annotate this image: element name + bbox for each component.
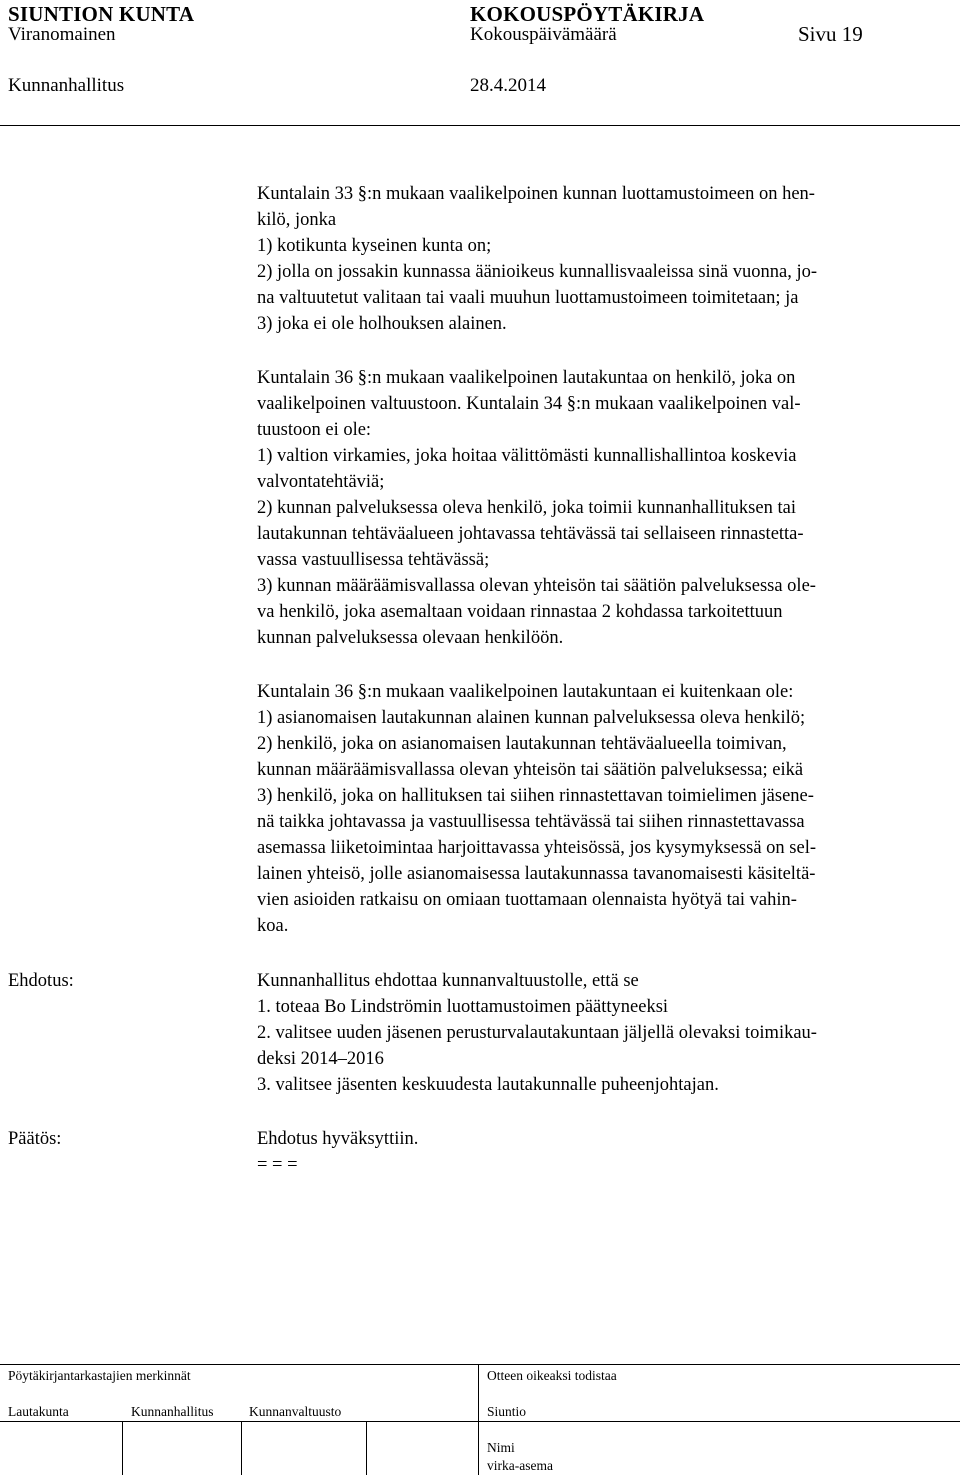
text-line: kilö, jonka	[257, 210, 337, 230]
text-line: 3) henkilö, joka on hallituksen tai siihen rinnastettavan toimielimen jäsene-	[257, 786, 814, 806]
text-line: 2) henkilö, joka on asianomaisen lautakunnan tehtäväalueella toimivan,	[257, 734, 787, 754]
text-line: 1. toteaa Bo Lindströmin luottamustoimen päättyneeksi	[257, 997, 669, 1017]
footer-column-divider	[366, 1421, 367, 1475]
text-line: na valtuutetut valitaan tai vaali muuhun luottamustoimeen toimitetaan; ja	[257, 288, 799, 308]
text-line: vien asioiden ratkaisu on omiaan tuottamaan olennaista hyötyä tai vahin-	[257, 890, 797, 910]
text-line: Kuntalain 36 §:n mukaan vaalikelpoinen lautakuntaan ei kuitenkaan ole:	[257, 682, 794, 702]
text-line: nä taikka johtavassa ja vastuullisessa tehtävässä tai siihen rinnastettavassa	[257, 812, 805, 832]
text-line: vassa vastuullisessa tehtävässä;	[257, 550, 490, 570]
text-line: asemassa liiketoimintaa harjoittavassa yhteisössä, jos kysymyksessä on sel-	[257, 838, 817, 858]
authority-name: Kunnanhallitus	[8, 75, 125, 96]
text-line: vaalikelpoinen valtuustoon. Kuntalain 34 §:n mukaan vaalikelpoinen val-	[257, 394, 801, 414]
footer-middle-divider	[0, 1421, 960, 1422]
footer-col-lautakunta: Lautakunta	[8, 1404, 69, 1419]
paragraph-eligibility-36-34	[257, 365, 937, 651]
paragraph-eligibility-33	[257, 181, 937, 337]
meeting-date-label: Kokouspäivämäärä	[470, 24, 617, 45]
footer-position-label: virka-asema	[487, 1458, 553, 1473]
reviewers-label: Pöytäkirjantarkastajien merkinnät	[8, 1368, 191, 1383]
footer-col-kunnanhallitus: Kunnanhallitus	[131, 1404, 214, 1419]
proposal-label: Ehdotus:	[8, 971, 74, 991]
text-line: tuustoon ei ole:	[257, 420, 372, 440]
text-line: kunnan palveluksessa olevaan henkilöön.	[257, 628, 564, 648]
text-line: deksi 2014–2016	[257, 1049, 384, 1069]
text-line: koa.	[257, 916, 289, 936]
certified-label: Otteen oikeaksi todistaa	[487, 1368, 617, 1383]
text-line: valvontatehtäviä;	[257, 472, 385, 492]
document-type: KOKOUSPÖYTÄKIRJA	[470, 2, 705, 26]
text-line: Ehdotus hyväksyttiin.	[257, 1129, 419, 1149]
text-line: kunnan määräämisvallassa olevan yhteisön tai säätiön palveluksessa; eikä	[257, 760, 804, 780]
text-line: 2) jolla on jossakin kunnassa äänioikeus kunnallisvaaleissa sinä vuonna, jo-	[257, 262, 818, 282]
text-line: lainen yhteisö, jolle asianomaisessa lautakunnassa tavanomaisesti käsiteltä-	[257, 864, 816, 884]
text-line: 3. valitsee jäsenten keskuudesta lautakunnalle puheenjohtajan.	[257, 1075, 719, 1095]
paragraph-eligibility-36-exclusions	[257, 679, 937, 939]
header-divider	[0, 125, 960, 126]
text-line: Kuntalain 36 §:n mukaan vaalikelpoinen lautakuntaa on henkilö, joka on	[257, 368, 796, 388]
page-number: Sivu 19	[798, 22, 863, 46]
text-line: Kuntalain 33 §:n mukaan vaalikelpoinen kunnan luottamustoimeen on hen-	[257, 184, 815, 204]
proposal-text	[257, 968, 937, 1098]
text-line: = = =	[257, 1155, 298, 1175]
text-line: 1) asianomaisen lautakunnan alainen kunnan palveluksessa oleva henkilö;	[257, 708, 806, 728]
footer-col-siuntio: Siuntio	[487, 1404, 527, 1419]
footer-top-divider	[0, 1364, 960, 1365]
footer-column-divider	[478, 1364, 479, 1475]
municipality-name: SIUNTION KUNTA	[8, 2, 195, 26]
footer-name-label: Nimi	[487, 1440, 515, 1455]
meeting-date: 28.4.2014	[470, 75, 546, 96]
text-line: 1) valtion virkamies, joka hoitaa välittömästi kunnallishallintoa koskevia	[257, 446, 797, 466]
authority-label: Viranomainen	[8, 24, 116, 45]
text-line: 2. valitsee uuden jäsenen perusturvalautakuntaan jäljellä olevaksi toimikau-	[257, 1023, 817, 1043]
text-line: 2) kunnan palveluksessa oleva henkilö, joka toimii kunnanhallituksen tai	[257, 498, 796, 518]
text-line: lautakunnan tehtäväalueen johtavassa tehtävässä tai sellaiseen rinnastetta-	[257, 524, 804, 544]
decision-text	[257, 1126, 937, 1178]
footer-column-divider	[241, 1421, 242, 1475]
text-line: Kunnanhallitus ehdottaa kunnanvaltuustolle, että se	[257, 971, 639, 991]
text-line: 1) kotikunta kyseinen kunta on;	[257, 236, 492, 256]
text-line: 3) kunnan määräämisvallassa olevan yhteisön tai säätiön palveluksessa ole-	[257, 576, 816, 596]
footer-col-kunnanvaltuusto: Kunnanvaltuusto	[249, 1404, 342, 1419]
text-line: 3) joka ei ole holhouksen alainen.	[257, 314, 507, 334]
text-line: va henkilö, joka asemaltaan voidaan rinnastaa 2 kohdassa tarkoitettuun	[257, 602, 783, 622]
decision-label: Päätös:	[8, 1129, 62, 1149]
footer-column-divider	[122, 1421, 123, 1475]
